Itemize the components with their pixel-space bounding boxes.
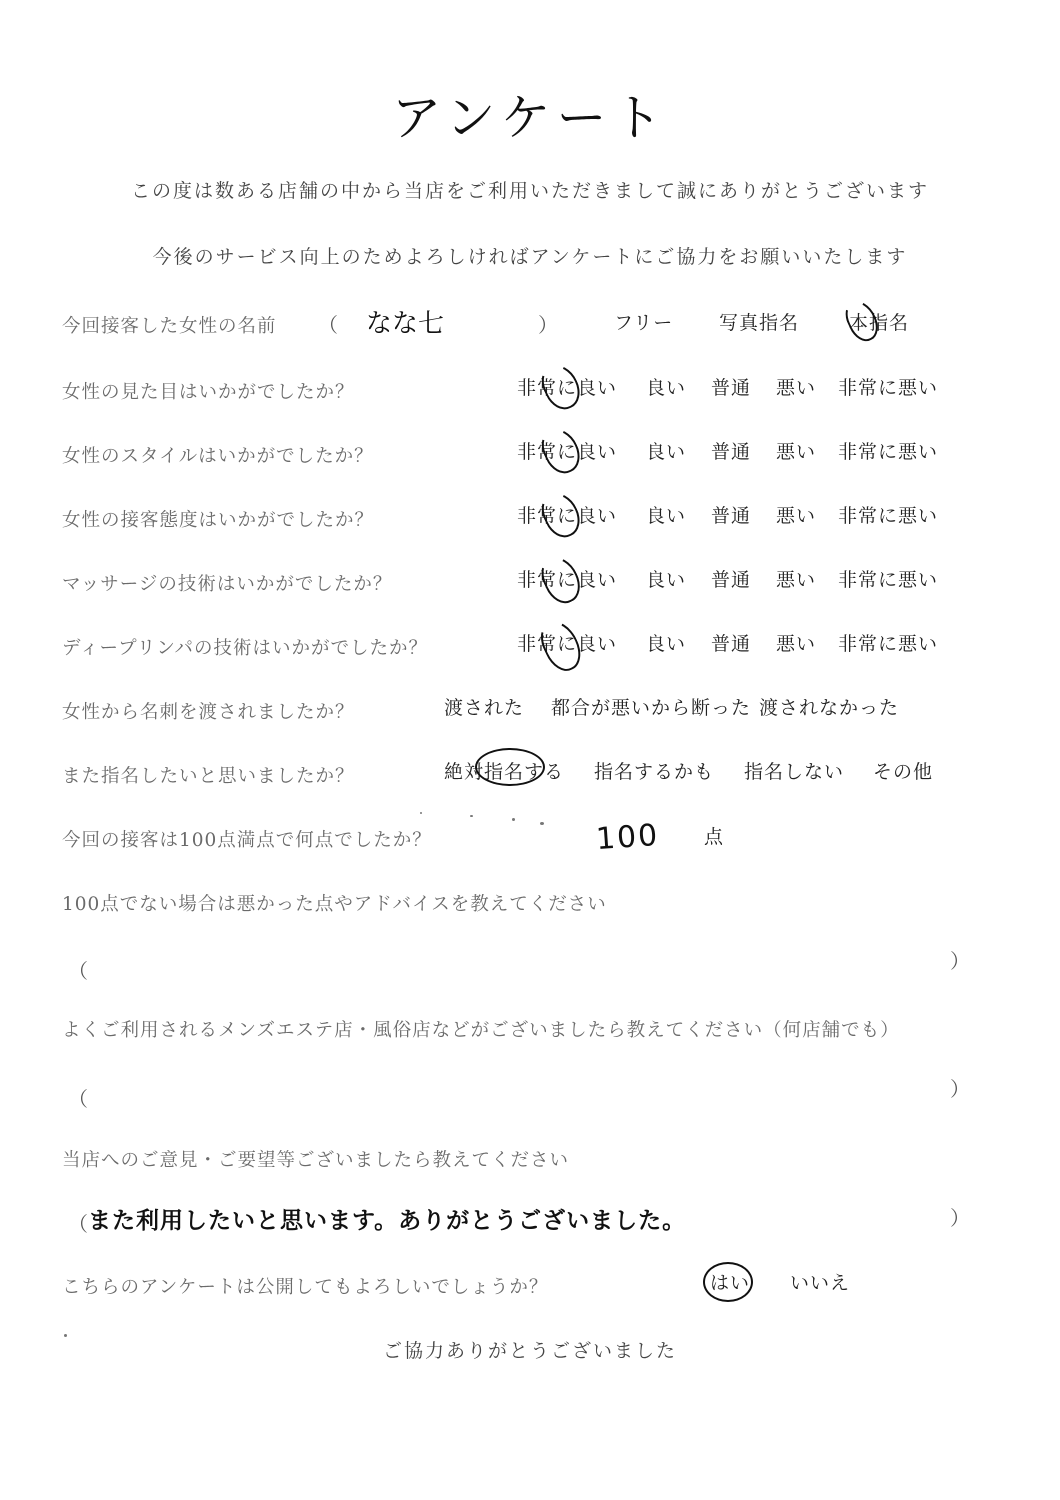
rating-question-label: マッサージの技術はいかがでしたか？	[62, 574, 393, 595]
selected-mark	[475, 748, 545, 786]
advice-open-paren: （	[68, 959, 88, 983]
opinion-question-label: 当店へのご意見・ご要望等ございましたら教えてください	[62, 1150, 570, 1171]
other-shops-close-paren: ）	[950, 1077, 970, 1101]
scan-speck	[470, 815, 473, 817]
card-option-declined[interactable]: 都合が悪いから断った	[551, 697, 752, 719]
opinion-open-paren: （	[68, 1212, 88, 1236]
rating-option-very-bad[interactable]: 非常に悪い	[838, 441, 939, 463]
opinion-answer[interactable]: また利用したいと思います。ありがとうございました。	[88, 1208, 687, 1234]
scan-speck	[420, 812, 422, 814]
card-option-not-received[interactable]: 渡されなかった	[759, 697, 900, 719]
rating-option-very-good[interactable]: 非常に良い	[517, 569, 618, 591]
rating-option-very-bad[interactable]: 非常に悪い	[838, 633, 939, 655]
rating-question-label: 女性の接客態度はいかがでしたか？	[62, 510, 375, 531]
name-open-paren: （	[318, 313, 338, 337]
rating-option-good[interactable]: 良い	[646, 569, 687, 591]
scan-speck	[540, 822, 544, 825]
rating-option-normal[interactable]: 普通	[711, 505, 752, 527]
renominate-question-label: また指名したいと思いましたか？	[62, 766, 355, 787]
scan-speck	[512, 818, 515, 821]
rating-option-bad[interactable]: 悪い	[776, 377, 817, 399]
name-answer[interactable]: なな七	[366, 309, 445, 339]
rating-question-label: ディープリンパの技術はいかがでしたか？	[62, 638, 429, 659]
selected-mark	[536, 359, 586, 415]
rating-option-normal[interactable]: 普通	[711, 633, 752, 655]
rating-option-very-good[interactable]: 非常に良い	[517, 441, 618, 463]
closing-message: ご協力ありがとうございました	[382, 1340, 677, 1362]
rating-option-very-bad[interactable]: 非常に悪い	[838, 377, 939, 399]
option-free[interactable]: フリー	[614, 312, 674, 334]
rating-option-normal[interactable]: 普通	[711, 441, 752, 463]
rating-option-very-good[interactable]: 非常に良い	[517, 377, 618, 399]
selected-mark	[703, 1262, 753, 1302]
advice-answer-field[interactable]	[100, 955, 940, 983]
advice-question-label: 100点でない場合は悪かった点やアドバイスを教えてください	[62, 894, 607, 915]
rating-option-good[interactable]: 良い	[646, 505, 687, 527]
selected-mark	[536, 423, 586, 479]
intro-line-2: 今後のサービス向上のためよろしければアンケートにご協力をお願いいたします	[152, 246, 908, 268]
other-shops-question-label: よくご利用されるメンズエステ店・風俗店などがございましたら教えてください（何店舗でも）	[62, 1020, 900, 1041]
rating-option-very-bad[interactable]: 非常に悪い	[838, 569, 939, 591]
rating-option-very-bad[interactable]: 非常に悪い	[838, 505, 939, 527]
selected-mark	[840, 296, 883, 346]
rating-option-normal[interactable]: 普通	[711, 377, 752, 399]
name-close-paren: ）	[538, 313, 558, 337]
card-option-received[interactable]: 渡された	[444, 697, 525, 719]
renominate-option-other[interactable]: その他	[873, 761, 934, 783]
rating-option-good[interactable]: 良い	[646, 633, 687, 655]
rating-option-bad[interactable]: 悪い	[776, 441, 817, 463]
other-shops-answer-field[interactable]	[100, 1083, 940, 1111]
other-shops-open-paren: （	[68, 1087, 88, 1111]
intro-line-1: この度は数ある店舗の中から当店をご利用いただきまして誠にありがとうございます	[130, 180, 929, 202]
rating-option-normal[interactable]: 普通	[711, 569, 752, 591]
name-question-label: 今回接客した女性の名前	[62, 316, 277, 337]
publish-question-label: こちらのアンケートは公開してもよろしいでしょうか？	[62, 1277, 549, 1298]
advice-close-paren: ）	[950, 949, 970, 973]
renominate-option-definitely[interactable]: 絶対指名する	[444, 761, 565, 783]
renominate-option-no[interactable]: 指名しない	[744, 761, 845, 783]
rating-option-very-good[interactable]: 非常に良い	[517, 633, 618, 655]
selected-mark	[536, 487, 586, 543]
score-unit: 点	[704, 826, 725, 848]
selected-mark	[535, 615, 588, 676]
renominate-option-maybe[interactable]: 指名するかも	[594, 761, 715, 783]
rating-option-bad[interactable]: 悪い	[776, 505, 817, 527]
option-main-nomination[interactable]: 本指名	[849, 312, 910, 334]
rating-question-label: 女性のスタイルはいかがでしたか？	[62, 446, 374, 467]
survey-title: アンケート	[391, 89, 669, 147]
rating-question-label: 女性の見た目はいかがでしたか？	[62, 382, 355, 403]
option-photo-nomination[interactable]: 写真指名	[719, 312, 800, 334]
selected-mark	[535, 551, 586, 609]
publish-option-yes[interactable]: はい	[710, 1272, 751, 1294]
rating-option-good[interactable]: 良い	[646, 377, 687, 399]
card-question-label: 女性から名刺を渡されましたか？	[62, 702, 355, 723]
rating-option-bad[interactable]: 悪い	[776, 569, 817, 591]
publish-option-no[interactable]: いいえ	[790, 1272, 851, 1294]
rating-option-good[interactable]: 良い	[646, 441, 687, 463]
opinion-close-paren: ）	[950, 1206, 970, 1230]
score-question-label: 今回の接客は100点満点で何点でしたか？	[62, 830, 432, 851]
rating-option-very-good[interactable]: 非常に良い	[517, 505, 618, 527]
rating-option-bad[interactable]: 悪い	[776, 633, 817, 655]
score-answer[interactable]: 100	[594, 817, 661, 858]
